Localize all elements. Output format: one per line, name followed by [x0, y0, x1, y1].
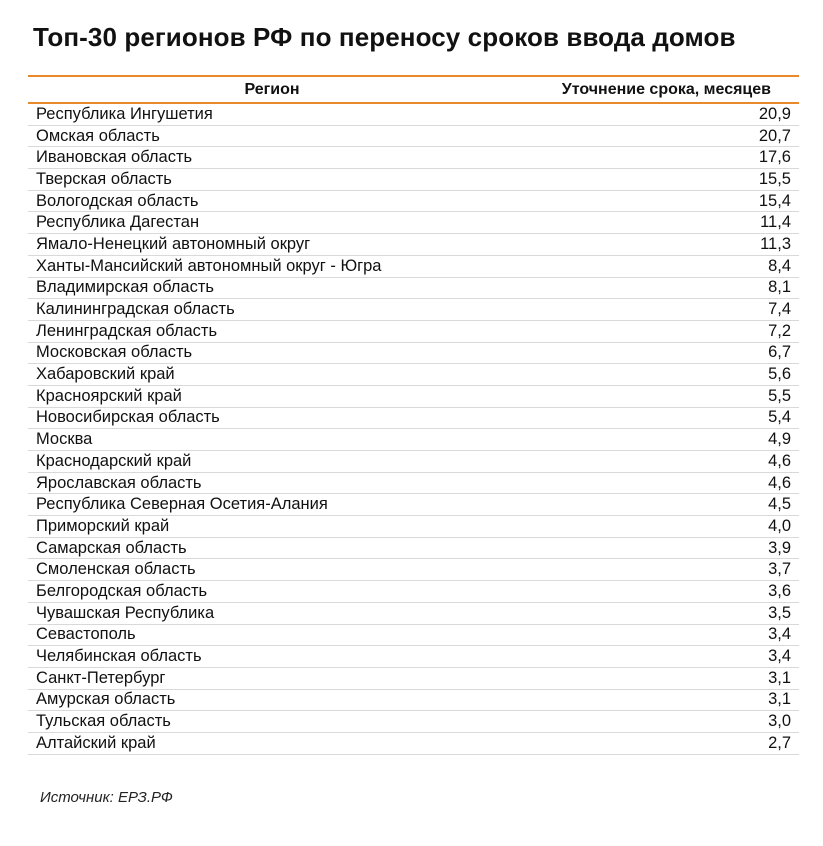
- table-row: [28, 126, 799, 148]
- table-row: [28, 733, 799, 755]
- region-name: Москва: [36, 430, 93, 449]
- delay-months-value: 8,1: [768, 278, 791, 297]
- delay-months-value: 3,1: [768, 668, 791, 687]
- region-name: Белгородская область: [36, 581, 208, 600]
- table-row: [28, 104, 799, 126]
- table-row: [28, 473, 799, 495]
- regions-table: [28, 75, 799, 755]
- region-name: Ленинградская область: [36, 321, 218, 340]
- table-row: [28, 299, 799, 321]
- table-row: [28, 625, 799, 647]
- delay-months-value: 4,6: [768, 451, 791, 470]
- column-header-value: Уточнение срока, месяцев: [561, 80, 771, 98]
- table-row: [28, 234, 799, 256]
- delay-months-value: 3,9: [768, 538, 791, 557]
- region-name: Республика Ингушетия: [36, 104, 213, 123]
- source-note: Источник: ЕРЗ.РФ: [40, 789, 173, 806]
- table-row: [28, 321, 799, 343]
- region-name: Санкт-Петербург: [36, 668, 166, 687]
- table-row: [28, 646, 799, 668]
- delay-months-value: 2,7: [768, 733, 791, 752]
- table-row: [28, 494, 799, 516]
- delay-months-value: 15,5: [758, 169, 791, 188]
- delay-months-value: 3,6: [768, 581, 791, 600]
- delay-months-value: 4,9: [768, 430, 791, 449]
- region-name: Красноярский край: [36, 386, 182, 405]
- region-name: Владимирская область: [36, 278, 215, 297]
- region-name: Челябинская область: [36, 647, 202, 666]
- table-row: [28, 538, 799, 560]
- region-name: Севастополь: [36, 625, 136, 644]
- delay-months-value: 17,6: [758, 148, 791, 167]
- region-name: Самарская область: [36, 538, 187, 557]
- region-name: Омская область: [36, 126, 160, 145]
- table-row: [28, 147, 799, 169]
- table-row: [28, 212, 799, 234]
- table-header: [28, 75, 799, 104]
- delay-months-value: 3,0: [768, 712, 791, 731]
- column-header-region: Регион: [244, 80, 300, 98]
- delay-months-value: 7,4: [768, 300, 791, 319]
- region-name: Алтайский край: [36, 733, 156, 752]
- region-name: Ярославская область: [36, 473, 202, 492]
- delay-months-value: 7,2: [768, 321, 791, 340]
- table-row: [28, 690, 799, 712]
- table-row: [28, 169, 799, 191]
- region-name: Смоленская область: [36, 560, 196, 579]
- delay-months-value: 11,3: [760, 234, 791, 253]
- delay-months-value: 4,5: [768, 495, 791, 514]
- table-body: [28, 104, 799, 755]
- region-name: Тверская область: [36, 169, 172, 188]
- table-row: [28, 386, 799, 408]
- table-row: [28, 364, 799, 386]
- delay-months-value: 5,4: [768, 408, 791, 427]
- table-row: [28, 559, 799, 581]
- table-row: [28, 668, 799, 690]
- delay-months-value: 15,4: [758, 191, 791, 210]
- region-name: Приморский край: [36, 516, 170, 535]
- region-name: Ямало-Ненецкий автономный округ: [36, 234, 311, 253]
- delay-months-value: 3,1: [768, 690, 791, 709]
- delay-months-value: 8,4: [768, 256, 791, 275]
- table-row: [28, 408, 799, 430]
- table-row: [28, 429, 799, 451]
- delay-months-value: 3,7: [768, 560, 791, 579]
- region-name: Вологодская область: [36, 191, 199, 210]
- region-name: Чувашская Республика: [36, 603, 215, 622]
- delay-months-value: 11,4: [760, 213, 791, 232]
- delay-months-value: 4,6: [768, 473, 791, 492]
- table-row: [28, 516, 799, 538]
- region-name: Новосибирская область: [36, 408, 220, 427]
- table-row: [28, 343, 799, 365]
- delay-months-value: 5,6: [768, 365, 791, 384]
- delay-months-value: 3,5: [768, 603, 791, 622]
- table-row: [28, 256, 799, 278]
- delay-months-value: 5,5: [768, 386, 791, 405]
- table-row: [28, 278, 799, 300]
- delay-months-value: 3,4: [768, 625, 791, 644]
- region-name: Краснодарский край: [36, 451, 192, 470]
- region-name: Республика Дагестан: [36, 213, 200, 232]
- table-row: [28, 603, 799, 625]
- region-name: Республика Северная Осетия-Алания: [36, 495, 328, 514]
- table-row: [28, 191, 799, 213]
- region-name: Московская область: [36, 343, 193, 362]
- table-row: [28, 711, 799, 733]
- region-name: Ивановская область: [36, 148, 193, 167]
- delay-months-value: 3,4: [768, 647, 791, 666]
- table-row: [28, 451, 799, 473]
- delay-months-value: 4,0: [768, 516, 791, 535]
- delay-months-value: 6,7: [768, 343, 791, 362]
- region-name: Калининградская область: [36, 300, 235, 319]
- region-name: Хабаровский край: [36, 365, 175, 384]
- region-name: Ханты-Мансийский автономный округ - Югра: [36, 256, 382, 275]
- delay-months-value: 20,7: [758, 126, 791, 145]
- page-title: Топ-30 регионов РФ по переносу сроков ввода домов: [33, 22, 736, 52]
- delay-months-value: 20,9: [758, 104, 791, 123]
- region-name: Амурская область: [36, 690, 176, 709]
- region-name: Тульская область: [36, 712, 171, 731]
- table-row: [28, 581, 799, 603]
